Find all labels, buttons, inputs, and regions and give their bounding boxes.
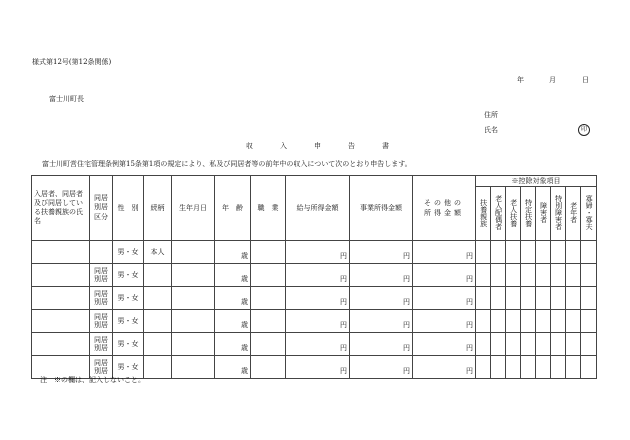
cell-name[interactable] (32, 241, 90, 264)
cell-other-income[interactable]: 円 (413, 241, 476, 264)
cell-deduction (551, 241, 566, 264)
cell-birthdate[interactable] (172, 333, 215, 356)
cell-age[interactable]: 歳 (215, 333, 251, 356)
cell-name[interactable] (32, 333, 90, 356)
cell-deduction (506, 264, 521, 287)
cell-deduction (491, 356, 506, 379)
cell-deduction (521, 333, 536, 356)
table-row (32, 264, 597, 287)
cell-other-income[interactable]: 円 (413, 287, 476, 310)
cell-sex[interactable]: 男・女 (113, 287, 144, 310)
cell-deduction (581, 310, 597, 333)
cell-other-income[interactable]: 円 (413, 310, 476, 333)
cell-deduction (566, 264, 581, 287)
cell-business-income[interactable]: 円 (350, 333, 413, 356)
table-row (32, 241, 597, 264)
income-declaration-table (31, 175, 597, 379)
cell-salary-income[interactable]: 円 (286, 241, 350, 264)
cell-business-income[interactable]: 円 (350, 241, 413, 264)
table-row (32, 333, 597, 356)
cell-age[interactable]: 歳 (215, 287, 251, 310)
cell-deduction (551, 287, 566, 310)
cell-occupation[interactable] (251, 310, 286, 333)
header-deduction-elderly-dependent: 老人扶養 (506, 187, 521, 241)
cell-relation[interactable] (144, 287, 172, 310)
cell-deduction (491, 264, 506, 287)
cell-age[interactable]: 歳 (215, 356, 251, 379)
header-sex: 性 別 (113, 176, 144, 241)
cell-name[interactable] (32, 264, 90, 287)
cell-deduction (506, 333, 521, 356)
cell-occupation[interactable] (251, 287, 286, 310)
cell-deduction (566, 333, 581, 356)
cell-deduction (506, 356, 521, 379)
cell-cohabit[interactable]: 同居別居 (90, 356, 113, 379)
cell-age[interactable]: 歳 (215, 264, 251, 287)
addressee: 富士川町長 (49, 95, 84, 103)
cell-deduction (491, 241, 506, 264)
cell-deduction (581, 356, 597, 379)
cell-deduction (521, 356, 536, 379)
header-relation: 続柄 (144, 176, 172, 241)
header-resident-name: 入居者、同居者及び同居している扶養親族の氏名 (32, 176, 90, 241)
header-salary-income: 給与所得金額 (286, 176, 350, 241)
cell-sex[interactable]: 男・女 (113, 264, 144, 287)
cell-other-income[interactable]: 円 (413, 333, 476, 356)
cell-deduction (506, 310, 521, 333)
header-deduction-specific-dependent: 特定扶養 (521, 187, 536, 241)
cell-sex[interactable]: 男・女 (113, 310, 144, 333)
cell-age[interactable]: 歳 (215, 310, 251, 333)
cell-deduction (566, 310, 581, 333)
header-deduction-aged: 老年者 (566, 187, 581, 241)
cell-deduction (521, 310, 536, 333)
cell-business-income[interactable]: 円 (350, 356, 413, 379)
cell-name[interactable] (32, 310, 90, 333)
cell-deduction (581, 287, 597, 310)
cell-cohabit[interactable]: 同居別居 (90, 310, 113, 333)
date-year: 年 (517, 76, 524, 84)
cell-cohabit[interactable] (90, 241, 113, 264)
date-day: 日 (582, 76, 589, 84)
cell-deduction (476, 264, 491, 287)
cell-birthdate[interactable] (172, 241, 215, 264)
table-row (32, 310, 597, 333)
cell-deduction (566, 241, 581, 264)
cell-deduction (551, 264, 566, 287)
cell-deduction (476, 287, 491, 310)
date-month: 月 (549, 76, 556, 84)
header-deduction-group: ※控除対象項目 (476, 176, 597, 187)
cell-salary-income[interactable]: 円 (286, 310, 350, 333)
footnote: 注 ※の欄は、記入しないこと。 (40, 376, 145, 384)
cell-salary-income[interactable]: 円 (286, 333, 350, 356)
cell-deduction (551, 356, 566, 379)
cell-relation[interactable]: 本人 (144, 241, 172, 264)
header-business-income: 事業所得金額 (350, 176, 413, 241)
cell-deduction (476, 310, 491, 333)
cell-deduction (536, 333, 551, 356)
cell-occupation[interactable] (251, 356, 286, 379)
cell-sex[interactable]: 男・女 (113, 356, 144, 379)
cell-deduction (521, 264, 536, 287)
cell-deduction (581, 241, 597, 264)
cell-sex[interactable]: 男・女 (113, 333, 144, 356)
cell-salary-income[interactable]: 円 (286, 356, 350, 379)
cell-other-income[interactable]: 円 (413, 264, 476, 287)
form-number: 様式第12号(第12条関係) (32, 58, 112, 66)
cell-relation[interactable] (144, 310, 172, 333)
cell-deduction (536, 356, 551, 379)
cell-cohabit[interactable]: 同居別居 (90, 264, 113, 287)
cell-salary-income[interactable]: 円 (286, 264, 350, 287)
cell-business-income[interactable]: 円 (350, 287, 413, 310)
cell-birthdate[interactable] (172, 356, 215, 379)
cell-deduction (566, 287, 581, 310)
header-cohabit-class: 同居別居区分 (90, 176, 113, 241)
cell-deduction (581, 264, 597, 287)
document-title: 収 入 申 告 書 (246, 142, 399, 150)
cell-deduction (536, 241, 551, 264)
cell-deduction (476, 333, 491, 356)
cell-business-income[interactable]: 円 (350, 310, 413, 333)
cell-sex[interactable]: 男・女 (113, 241, 144, 264)
header-deduction-disabled: 障害者 (536, 187, 551, 241)
cell-other-income[interactable]: 円 (413, 356, 476, 379)
cell-deduction (506, 241, 521, 264)
table-row (32, 287, 597, 310)
cell-cohabit[interactable]: 同居別居 (90, 287, 113, 310)
cell-age[interactable]: 歳 (215, 241, 251, 264)
cell-deduction (491, 310, 506, 333)
header-occupation: 職 業 (251, 176, 286, 241)
header-deduction-special-disabled: 特別障害者 (551, 187, 566, 241)
cell-deduction (566, 356, 581, 379)
cell-occupation[interactable] (251, 241, 286, 264)
cell-deduction (581, 333, 597, 356)
cell-deduction (491, 287, 506, 310)
cell-relation[interactable] (144, 356, 172, 379)
cell-deduction (536, 287, 551, 310)
cell-cohabit[interactable]: 同居別居 (90, 333, 113, 356)
header-age: 年 齢 (215, 176, 251, 241)
cell-relation[interactable] (144, 333, 172, 356)
cell-birthdate[interactable] (172, 264, 215, 287)
cell-deduction (476, 356, 491, 379)
cell-deduction (521, 241, 536, 264)
cell-deduction (536, 310, 551, 333)
cell-relation[interactable] (144, 264, 172, 287)
cell-salary-income[interactable]: 円 (286, 287, 350, 310)
cell-deduction (551, 310, 566, 333)
name-label: 氏名 (484, 126, 498, 134)
cell-deduction (476, 241, 491, 264)
cell-deduction (506, 287, 521, 310)
cell-name[interactable] (32, 287, 90, 310)
seal-mark: 印 (578, 124, 590, 136)
cell-occupation[interactable] (251, 333, 286, 356)
cell-birthdate[interactable] (172, 287, 215, 310)
cell-deduction (551, 333, 566, 356)
header-deduction-widow: 寡婦・寡夫 (581, 187, 597, 241)
cell-birthdate[interactable] (172, 310, 215, 333)
cell-deduction (521, 287, 536, 310)
cell-occupation[interactable] (251, 264, 286, 287)
address-label: 住所 (484, 111, 498, 119)
cell-deduction (536, 264, 551, 287)
cell-business-income[interactable]: 円 (350, 264, 413, 287)
intro-text: 富士川町営住宅管理条例第15条第1項の規定により、私及び同居者等の前年中の収入について次のとおり申告します。 (42, 160, 412, 168)
header-other-income: その他の所得金額 (413, 176, 476, 241)
cell-deduction (491, 333, 506, 356)
header-deduction-elderly-spouse: 老人配偶者 (491, 187, 506, 241)
header-birthdate: 生年月日 (172, 176, 215, 241)
header-deduction-dependent: 扶養親族 (476, 187, 491, 241)
